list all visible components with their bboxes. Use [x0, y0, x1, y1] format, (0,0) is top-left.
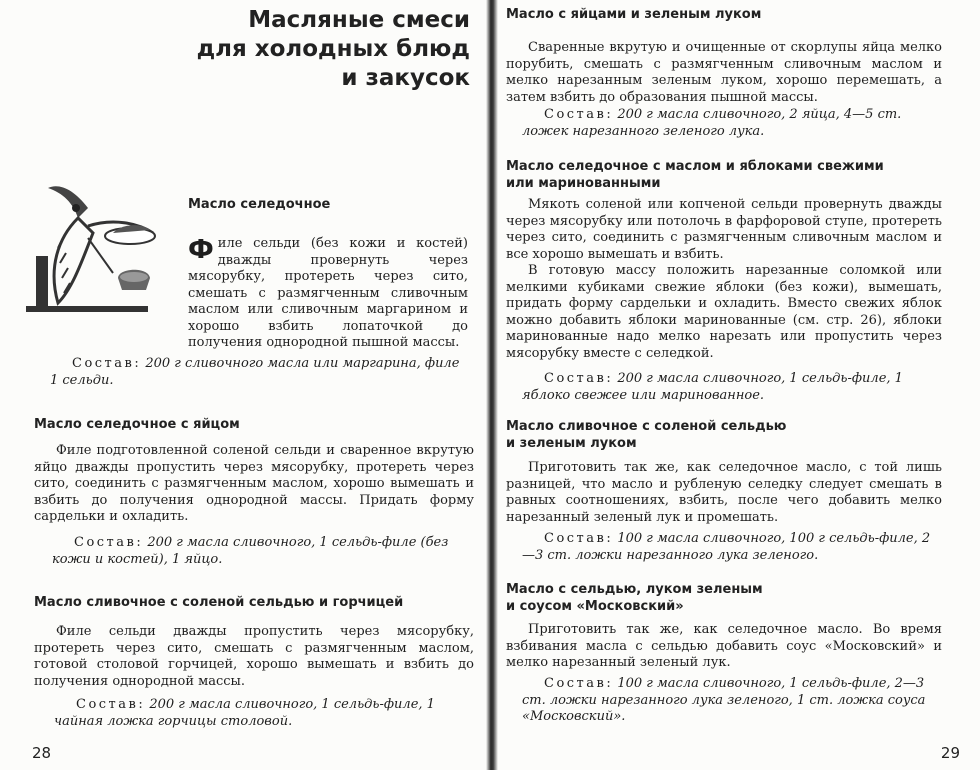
chapter-title-line: и закусок [341, 65, 470, 91]
recipe-body-text: Приготовить так же, как селедочное масло. Во время взбивания масла с сельдью добавить соус «Московский» и мелко нарезанный зеленый лук. [506, 622, 942, 670]
recipe-body-text: Мякоть соленой или копченой сельди провернуть дважды через мясорубку или потолочь в фарфоровой ступе, протереть через сито, соединить с размягченным сливочным маслом и все хорошо вымешать и взбить. [506, 197, 942, 262]
recipe-body-text: Филе подготовленной соленой сельди и сваренное вкрутую яйцо дважды пропустить через мясорубку, протереть через сито, соединить с размягченным маслом, хорошо вымешать и взбить до получения однородной массы. Придать форму сардельки и охладить. [34, 443, 474, 524]
recipe-body [34, 624, 474, 690]
recipe-body [506, 460, 942, 526]
recipe-heading-line: Масло селедочное с маслом и яблоками свежими [506, 159, 884, 174]
chapter-title-line: Масляные смеси [248, 7, 470, 33]
recipe-composition [50, 356, 470, 389]
recipe-heading-line: Масло сливочное с соленой сельдью [506, 419, 787, 434]
right-page [496, 0, 980, 770]
recipe-body-text: В готовую массу положить нарезанные соломкой или мелкими кубиками свежие яблоки (без кожи), вымешать, придать форму сардельки и охладить. Вместо свежих яблок можно добавить яблоки маринованные (см. стр. 26), яблоки маринованные надо мелко нарезать или пропустить через мясорубку вместе с селедкой. [506, 263, 942, 361]
recipe-body-text: Сваренные вкрутую и очищенные от скорлупы яйца мелко порубить, смешать с размягченным сливочным маслом и мелко нарезанным зеленым луком, хорошо перемешать, а затем взбить до образования пышной массы. [506, 40, 942, 105]
recipe-heading [506, 581, 946, 615]
recipe-body [34, 443, 474, 526]
recipe-body [506, 263, 942, 362]
recipe-composition [54, 697, 474, 730]
composition-value: 200 г масла сливочного, 1 сельдь-филе, 1 яблоко свежее или маринованное. [522, 371, 903, 403]
recipe-composition [522, 371, 942, 404]
composition-value: 200 г масла сливочного, 1 сельдь-филе (без кожи и костей), 1 яйцо. [52, 535, 449, 567]
chapter-title-line: для холодных блюд [196, 36, 470, 62]
recipe-heading [506, 158, 946, 192]
recipe-heading-line: Масло с сельдью, луком зеленым [506, 582, 763, 597]
composition-label: Состав: [76, 697, 146, 712]
drop-cap: Ф [188, 235, 214, 265]
recipe-heading-line: и зеленым луком [506, 436, 637, 451]
fish-chef-illustration [18, 178, 168, 328]
composition-value: 200 г масла сливочного, 2 яйца, 4—5 ст. ложек нарезанного зеленого лука. [522, 107, 902, 139]
composition-label: Состав: [544, 107, 614, 122]
composition-value: 200 г масла сливочного, 1 сельдь-филе, 1 чайная ложка горчицы столовой. [54, 697, 435, 729]
composition-value: 200 г сливочного масла или маргарина, филе 1 сельди. [50, 356, 460, 388]
recipe-heading: Масло селедочное с яйцом [34, 417, 240, 432]
recipe-heading: Масло с яйцами и зеленым луком [506, 7, 762, 22]
recipe-body-text: Приготовить так же, как селедочное масло, с той лишь разницей, что масло и рубленую селедку следует смешать в равных соотношениях, взбить, после чего добавить мелко нарезанный зеленый лук и промешать. [506, 460, 942, 525]
recipe-body [506, 197, 942, 263]
recipe-body [188, 236, 468, 352]
recipe-composition [522, 676, 942, 726]
recipe-heading [506, 418, 946, 452]
recipe-composition [52, 535, 472, 568]
page-number: 28 [32, 744, 52, 762]
composition-value: 100 г масла сливочного, 1 сельдь-филе, 2—3 ст. ложки нарезанного лука зеленого, 1 ст. ложка соуса «Московский». [522, 676, 926, 724]
composition-label: Состав: [544, 676, 614, 691]
composition-label: Состав: [72, 356, 142, 371]
recipe-composition [522, 107, 942, 140]
recipe-body-text: Филе сельди дважды пропустить через мясорубку, протереть через сито, смешать с размягченным маслом, готовой столовой горчицей, хорошо вымешать и взбить до получения однородной массы. [34, 624, 474, 689]
recipe-composition [522, 531, 942, 564]
recipe-heading-line: или маринованными [506, 176, 661, 191]
composition-label: Состав: [544, 531, 614, 546]
recipe-heading-line: и соусом «Московский» [506, 599, 684, 614]
recipe-body-text: иле сельди (без кожи и костей) дважды провернуть через мясорубку, протереть через сито, смешать с размягченным сливочным маслом или сливочным маргарином и хорошо взбить лопаточкой до получения однородной пышной массы. [188, 236, 468, 350]
chapter-title [170, 6, 470, 93]
recipe-heading: Масло сливочное с соленой сельдью и горчицей [34, 595, 404, 610]
composition-label: Состав: [544, 371, 614, 386]
recipe-body [506, 622, 942, 672]
recipe-heading: Масло селедочное [188, 197, 331, 212]
composition-label: Состав: [74, 535, 144, 550]
page-number: 29 [940, 744, 960, 762]
recipe-body [506, 40, 942, 106]
composition-value: 100 г масла сливочного, 100 г сельдь-филе, 2—3 ст. ложки нарезанного лука зеленого. [522, 531, 931, 563]
